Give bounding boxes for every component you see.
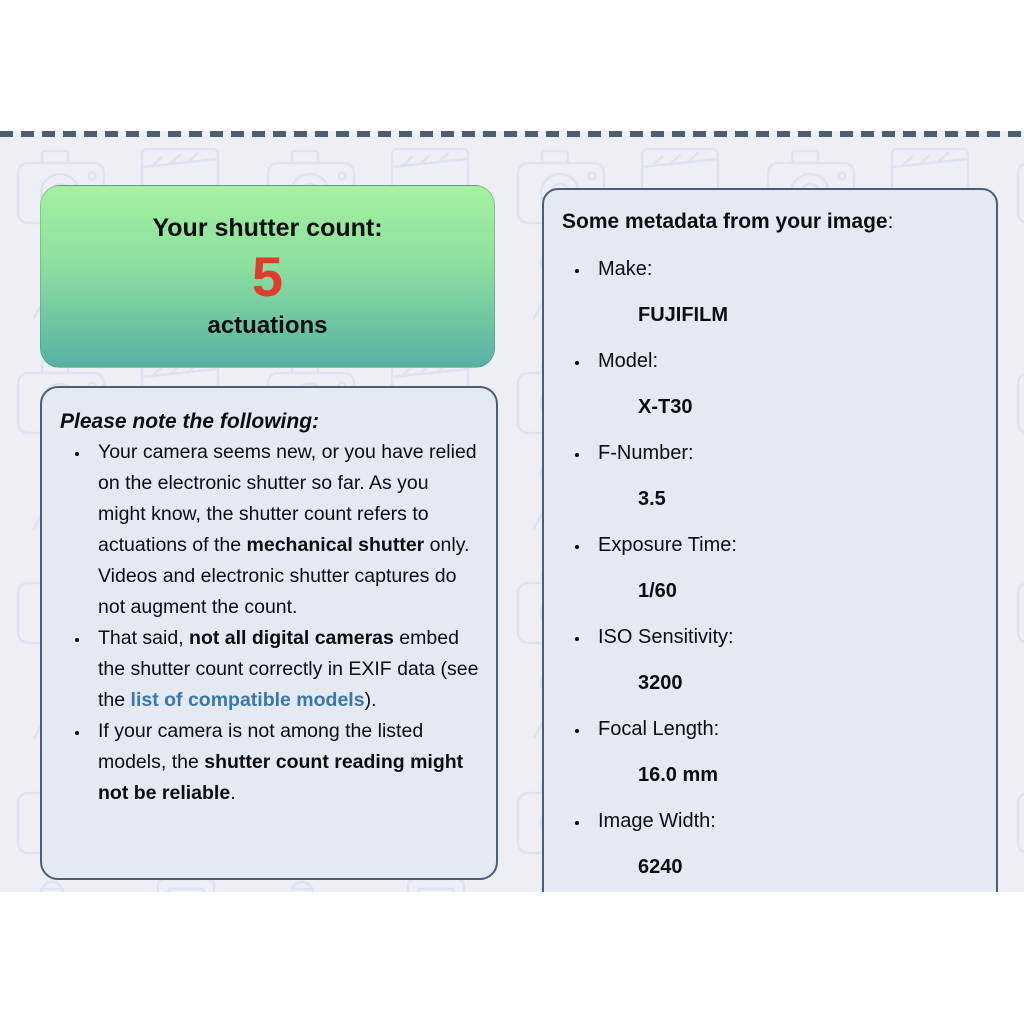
body-text: embed the shutter count correctly in EXIF data (see the xyxy=(98,627,479,711)
compatible-models-link[interactable]: list of compatible models xyxy=(130,689,365,711)
metadata-card xyxy=(542,188,998,892)
metadata-title-text: Some metadata from your image xyxy=(562,210,888,233)
dashed-divider xyxy=(0,131,1024,137)
metadata-item xyxy=(590,246,980,338)
metadata-item xyxy=(590,522,980,614)
metadata-list xyxy=(562,246,980,890)
metadata-item xyxy=(590,430,980,522)
notes-title: Please note the following: xyxy=(60,410,320,433)
shutter-count-unit: actuations xyxy=(207,311,328,339)
metadata-label: • Image Width: xyxy=(598,810,716,832)
metadata-title-colon: : xyxy=(887,210,894,233)
shutter-count-card xyxy=(40,185,495,368)
metadata-label: • Focal Length: xyxy=(598,718,720,740)
notes-list xyxy=(60,437,480,809)
content-band xyxy=(0,131,1024,892)
emphasis-text: shutter count reading might not be reliable xyxy=(98,751,464,804)
metadata-label: • Model: xyxy=(598,350,659,372)
metadata-title xyxy=(562,206,980,238)
body-text: That said, xyxy=(98,627,190,649)
metadata-value: 3.5 xyxy=(638,488,666,510)
body-text: Your camera seems new, or you have relied on the electronic shutter so far. As you might know, the shutter count refers to actuations of the xyxy=(98,441,477,556)
metadata-value: 3200 xyxy=(638,672,683,694)
note-item xyxy=(90,716,480,809)
metadata-value: FUJIFILM xyxy=(638,304,728,326)
emphasis-text: mechanical shutter xyxy=(246,534,425,556)
metadata-label: • Exposure Time: xyxy=(598,534,737,556)
metadata-item xyxy=(590,706,980,798)
body-text: ). xyxy=(364,689,377,711)
metadata-item xyxy=(590,614,980,706)
notes-card xyxy=(40,386,498,880)
note-item xyxy=(90,437,480,623)
body-text: . xyxy=(230,782,236,804)
metadata-value: X-T30 xyxy=(638,396,693,418)
shutter-count-title: Your shutter count: xyxy=(152,213,383,242)
body-text: If your camera is not among the listed models, the xyxy=(98,720,424,773)
emphasis-text: not all digital cameras xyxy=(189,627,394,649)
body-text: only. Videos and electronic shutter captures do not augment the count. xyxy=(98,534,470,618)
metadata-label: • F-Number: xyxy=(598,442,694,464)
metadata-label: • Make: xyxy=(598,258,653,280)
metadata-value: 6240 xyxy=(638,856,683,878)
shutter-count-value: 5 xyxy=(251,244,284,308)
metadata-value: 16.0 mm xyxy=(638,764,719,786)
metadata-item xyxy=(590,338,980,430)
metadata-label: • ISO Sensitivity: xyxy=(598,626,734,648)
metadata-value: 1/60 xyxy=(638,580,677,602)
metadata-item xyxy=(590,798,980,890)
note-item xyxy=(90,623,480,716)
